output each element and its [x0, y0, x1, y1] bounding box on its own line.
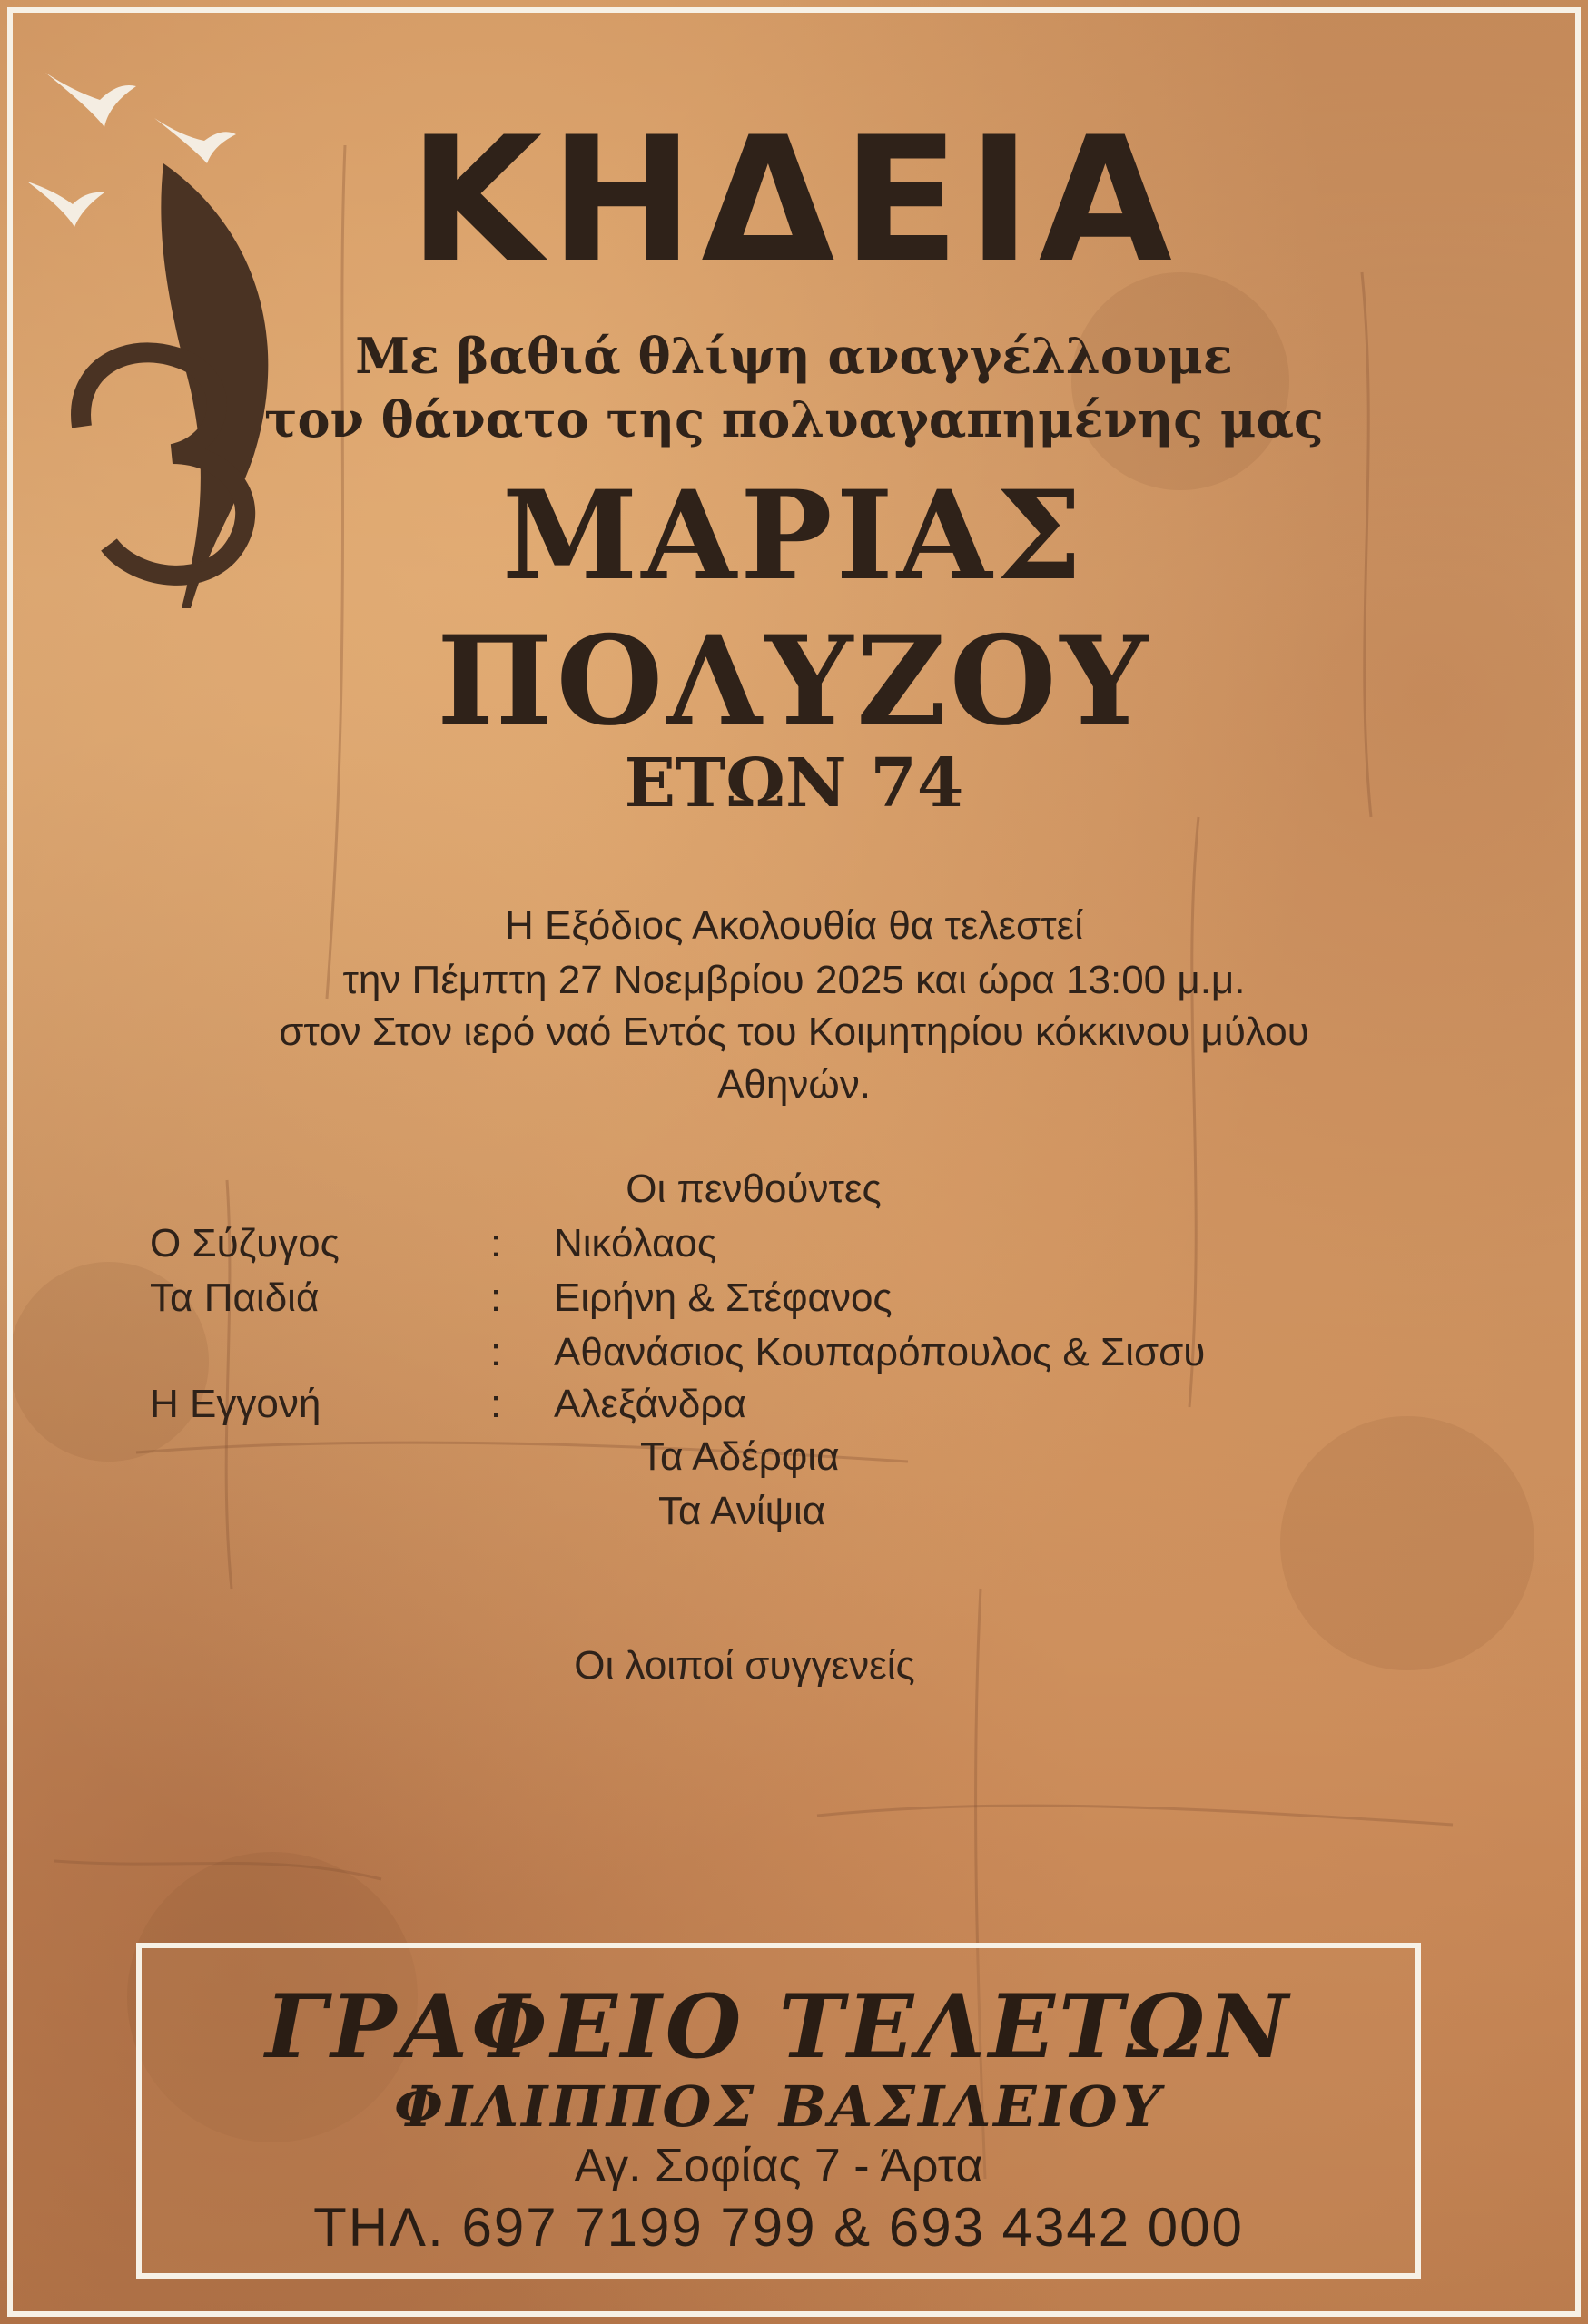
service-line-2: την Πέμπτη 27 Νοεμβρίου 2025 και ώρα 13:00 μ.μ.: [342, 958, 1246, 1002]
service-line-1: Η Εξόδιος Ακολουθία θα τελεστεί: [505, 903, 1083, 948]
intro-line-1: Με βαθιά θλίψη αναγγέλλουμε: [355, 327, 1233, 385]
deceased-age: ΕΤΩΝ 74: [624, 744, 964, 822]
mourner-names: Νικόλαος: [554, 1221, 717, 1265]
funeral-office-phone: ΤΗΛ. 697 7199 799 & 693 4342 000: [313, 2197, 1244, 2258]
service-line-3: στον Στον ιερό ναό Εντός του Κοιμητηρίου κόκκινου μύλου: [279, 1009, 1309, 1054]
mourners-nephews: Τα Ανίψια: [658, 1489, 826, 1533]
mourner-relation: Ο Σύζυγος: [150, 1221, 340, 1265]
mourner-relation: Η Εγγονή: [150, 1382, 321, 1426]
mourner-separator: :: [490, 1275, 502, 1320]
intro-line-2: τον θάνατο της πολυαγαπημένης μας: [264, 390, 1324, 448]
mourners-heading: Οι πενθούντες: [626, 1167, 882, 1211]
mourner-separator: :: [490, 1382, 502, 1426]
mourner-names: Αλεξάνδρα: [554, 1382, 746, 1426]
service-line-4: Αθηνών.: [717, 1062, 871, 1107]
mourner-names: Ειρήνη & Στέφανος: [554, 1275, 893, 1320]
mourner-names: Αθανάσιος Κουπαρόπουλος & Σισσυ: [554, 1330, 1206, 1374]
mourner-relation: Τα Παιδιά: [150, 1275, 320, 1320]
mourner-separator: :: [490, 1221, 502, 1265]
funeral-office-address: Αγ. Σοφίας 7 - Άρτα: [574, 2140, 983, 2192]
mourner-separator: :: [490, 1330, 502, 1374]
notice-title: ΚΗΔΕΙΑ: [409, 100, 1179, 300]
funeral-office-box: [136, 1943, 1421, 2279]
mourners-others: Οι λοιποί συγγενείς: [574, 1643, 915, 1688]
mourners-siblings: Τα Αδέρφια: [640, 1434, 840, 1479]
deceased-first-name: ΜΑΡΙΑΣ: [501, 463, 1087, 607]
deceased-surname: ΠΟΛΥΖΟΥ: [437, 608, 1151, 753]
funeral-office-name: ΓΡΑΦΕΙΟ ΤΕΛΕΤΩΝ: [265, 1975, 1292, 2078]
funeral-office-owner: ΦΙΛΙΠΠΟΣ ΒΑΣΙΛΕΙΟΥ: [394, 2073, 1163, 2140]
